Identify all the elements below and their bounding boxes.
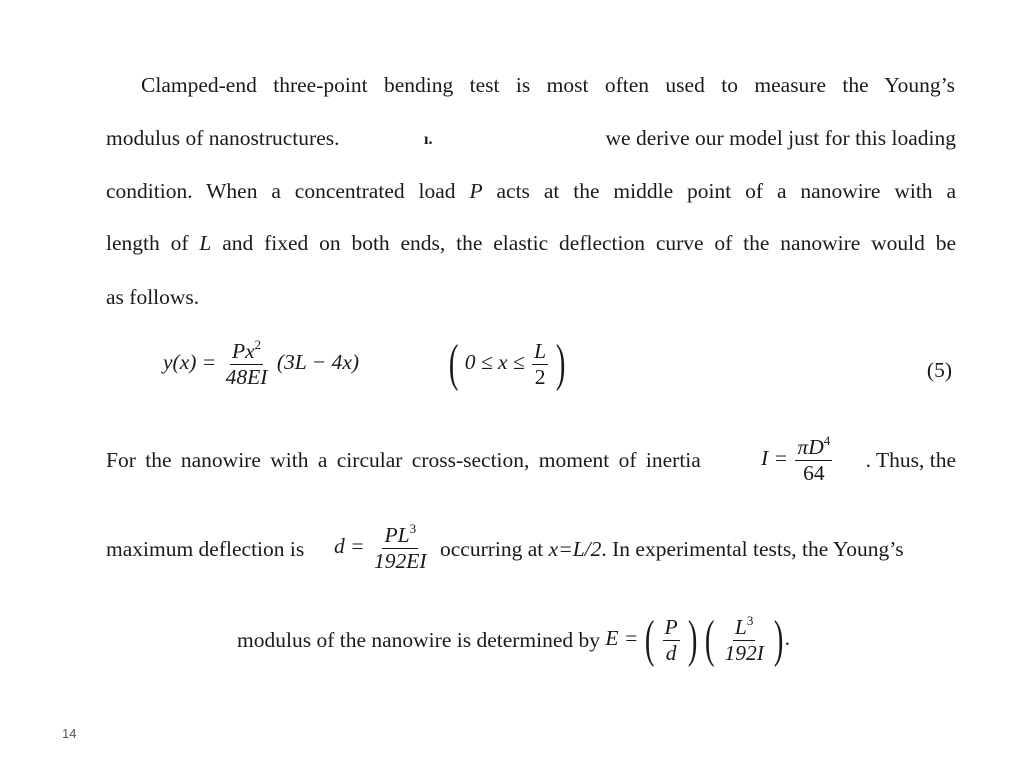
eq-num-text: Px — [231, 339, 255, 363]
text: length of — [106, 231, 189, 255]
text: Clamped-end three-point bending test is most often used to measure the Young’s — [141, 73, 955, 97]
young-paren-2-right: ) — [774, 611, 784, 668]
eq-frac-numerator — [230, 337, 263, 365]
young-frac-2-den-text: 192I — [724, 640, 764, 665]
eq-fraction — [224, 337, 270, 389]
text: . In experimental tests, the Young’s — [601, 537, 904, 561]
equation-number: (5) — [926, 358, 952, 382]
young-frac-1-denominator — [664, 641, 679, 665]
young-lhs: E = — [605, 625, 639, 650]
inertia-formula — [761, 433, 834, 485]
equation-5-condition — [448, 335, 567, 392]
paragraph-1-line-2 — [106, 128, 956, 150]
period: . — [784, 625, 790, 650]
paragraph-2-line-3 — [237, 611, 790, 668]
eq-den-text: 48EI — [225, 364, 268, 389]
text: occurring at — [440, 537, 544, 561]
young-frac-2-exp: 3 — [746, 612, 754, 628]
inertia-num-text: πD — [797, 435, 824, 459]
young-frac-1-den-text: d — [665, 640, 677, 665]
young-frac-2-denominator — [722, 641, 765, 665]
variable-p: P — [469, 179, 483, 203]
variable-l: L — [199, 231, 212, 255]
deflection-denominator — [372, 549, 429, 573]
text: modulus of the nanowire is determined by — [237, 627, 601, 652]
text-tail — [440, 539, 904, 561]
young-paren-1-right: ) — [687, 611, 698, 668]
cond-frac-denominator — [533, 365, 548, 389]
eq-num-exp: 2 — [254, 337, 262, 352]
eq-lhs: y(x) = — [163, 350, 217, 374]
cond-fraction — [532, 340, 548, 388]
paragraph-1-line-4 — [106, 233, 956, 255]
cond-num-text: L — [534, 338, 547, 363]
text: and fixed on both ends, the elastic deflection curve of the nanowire would be — [222, 231, 957, 255]
eq-frac-denominator — [224, 365, 270, 389]
cond-frac-numerator — [532, 340, 548, 365]
inertia-numerator — [795, 433, 832, 461]
young-paren-1-left: ( — [644, 611, 655, 668]
deflection-den-text: 192EI — [374, 548, 427, 573]
paragraph-1-line-5 — [106, 287, 199, 309]
text: as follows. — [106, 285, 200, 309]
paragraph-1-line-3 — [106, 181, 956, 203]
equation-5 — [163, 337, 360, 389]
deflection-fraction — [372, 521, 429, 573]
young-frac-1-num-text: P — [664, 614, 678, 639]
cond-left-paren: ( — [448, 335, 459, 392]
text: For the nanowire with a circular cross-section, moment of inertia — [106, 448, 701, 472]
inertia-exp: 4 — [823, 433, 831, 448]
young-frac-2-numerator — [733, 612, 755, 641]
text: we derive our model just for this loading — [605, 126, 956, 150]
text: condition. When a concentrated load — [106, 179, 456, 203]
deflection-formula — [334, 521, 431, 573]
paragraph-1-line-1 — [141, 75, 955, 97]
text: . Thus, the — [865, 448, 956, 472]
young-frac-1-numerator — [663, 616, 680, 641]
deflection-lhs: d = — [334, 534, 365, 558]
young-paren-2-left: ( — [704, 611, 715, 668]
text: acts at the middle point of a nanowire with a — [496, 179, 956, 203]
eq-rhs: (3L − 4x) — [276, 350, 360, 374]
cond-left: 0 ≤ x ≤ — [464, 349, 525, 374]
text: modulus of nanostructures. — [106, 126, 340, 150]
young-fraction-1 — [663, 616, 680, 664]
text: maximum deflection is — [106, 537, 305, 561]
page-number: 14 — [62, 726, 77, 741]
cond-den-text: 2 — [534, 364, 546, 389]
deflection-exp: 3 — [409, 521, 417, 536]
deflection-numerator — [382, 521, 418, 549]
young-frac-2-num-text: L — [734, 614, 747, 639]
inertia-lhs: I = — [761, 446, 789, 470]
inertia-denominator: 64 — [803, 460, 825, 485]
inertia-fraction — [795, 433, 832, 485]
variable-x: x=L/2 — [548, 537, 602, 561]
young-fraction-2 — [722, 612, 765, 665]
redaction-artifact: ı. — [424, 131, 433, 148]
deflection-num-text: PL — [384, 523, 410, 547]
cond-right-paren: ) — [556, 335, 566, 392]
